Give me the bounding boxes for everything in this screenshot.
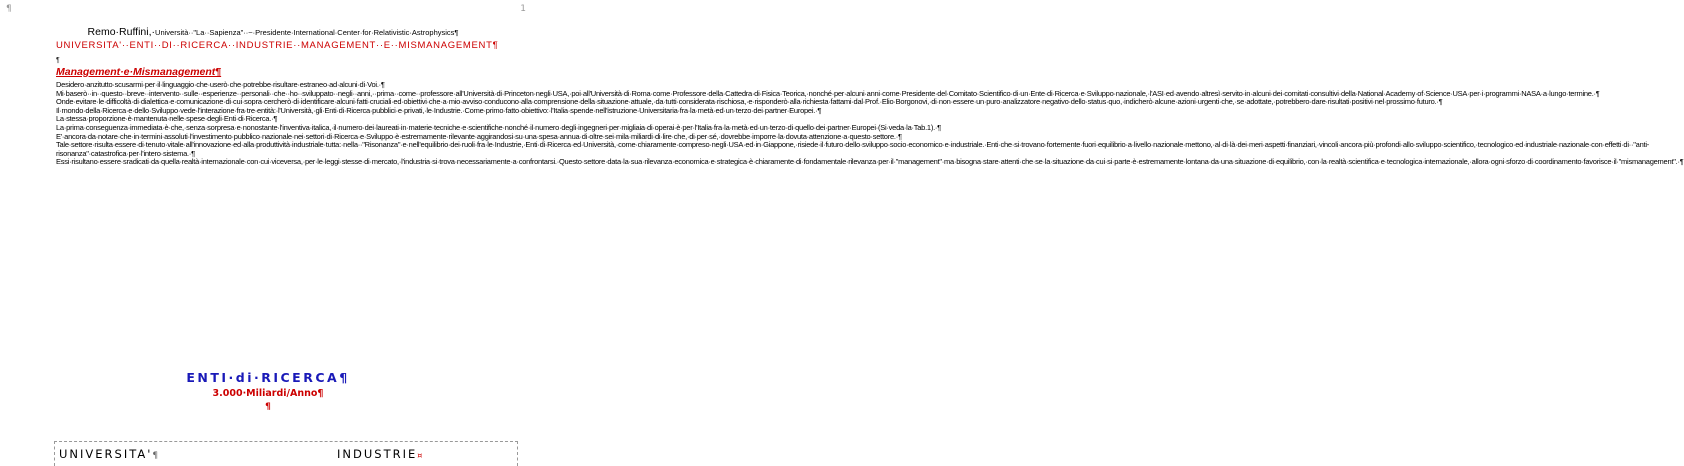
- body-paragraph: Mi·baserò··in··questo··breve··intervento··sulle··esperienze··personali··che··ho··sviluppato··negli··anni,··prima··come··professore·all'Università·di·Princeton·negli·USA,·poi·all'Università·di·Roma·come·Professore·della·Cattedra·di·Fisica·Teorica,·nonché·per·alcuni·anni·come·Presidente·del·Comitato·Scientifico·di·un·Ente·di·Ricerca·e·Sviluppo·nazionale,·l'ASI·ed·avendo·altresì·servito·in·alcuni·dei·comitati·consultivi·della·National·Academy·of·Science·USA·per·i·programmi·NASA·a·lungo·termine.·¶: [56, 88, 1600, 98]
- body-paragraph: Essi·risultano·essere·sradicati·da·quella·realtà·internazionale·con·cui·viceversa,·per·le·leggi·stesse·di·mercato,·l'industria·si·trova·necessariamente·a·confrontarsi.·Questo·settore·data·la·sua·rilevanza·economica·e·strategica·è·chiaramente·di·fondamentale·rilevanza·per·il·"management"·ma·bisogna·stare·attenti·che·se·la·situazione·da·cui·si·parte·è·estremamente·lontana·da·una·situazione·di·equilibrio,·con·la·realtà·scientifica·e·tecnologica·internazionale,·allora·ogni·sforzo·di·coordinamento·favorisce·il·"mismanagement".·¶: [56, 157, 1684, 167]
- body-paragraph: E'·ancora·da·notare·che·in·termini·assoluti·l'investimento·pubblico·nazionale·nei·settori·di·Ricerca·e·Sviluppo·è·estremamente·rilevante·aggirandosi·su·una·spesa·annua·di·oltre·sei·mila·miliardi·di·lire·che,·di·per·sé,·dovrebbe·imporre·la·dovuta·attenzione·a·questo·settore.·¶: [56, 131, 902, 141]
- table-row: [54, 441, 518, 466]
- body-paragraph: Il·mondo·della·Ricerca·e·dello·Sviluppo·vede·l'interazione·fra·tre·entità:·l'Università,·gli·Enti·di·Ricerca·pubblici·e·privati,·le·Industrie.·Come·primo·fatto·obiettivo:·l'Italia·spende·nell'istruzione·Universitaria·fra·la·metà·ed·un·terzo·dei·partner·Europei.·¶: [56, 105, 822, 115]
- author-affiliation: Università··"La··Sapienza"··~·Presidente·International·Center·for·Relativistic·Astrophysics¶: [155, 28, 459, 37]
- enti-subheading: 3.000·Miliardi/Anno¶: [212, 388, 324, 399]
- author-line: [56, 26, 490, 39]
- table-cell-industrie: [337, 447, 422, 461]
- paragraph-mark: ¶: [152, 451, 159, 461]
- cell-end-mark: ¤: [417, 451, 423, 460]
- author-name: Remo·Ruffini,·: [87, 26, 156, 38]
- document-header: [56, 26, 499, 52]
- table-cell-universita: [59, 447, 158, 461]
- document-body: [56, 56, 1684, 167]
- paragraph-mark: ¶: [6, 4, 12, 14]
- body-paragraph: Onde·evitare·le·difficoltà·di·dialettica·e·comunicazione·di·cui·sopra·cercherò·di·identificare·alcuni·fatti·cruciali·ed·obiettivi·che·a·mio·avviso·conducono·alla·comprensione·della·situazione·attuale,·da·tutti·considerata·rischiosa,·e·risponderò·alla·richiesta·fattami·dal·Prof.·Elio·Borgonovi,·di·non·essere·un·puro·analizzatore·negativo·dello·status·quo,·indicherò·alcune·azioni·urgenti·che,·se·adottate,·potrebbero·dare·risultati·positivi·nel·prossimo·futuro.·¶: [56, 97, 1443, 107]
- body-paragraph: La·stessa·proporzione·è·mantenuta·nelle·spese·degli·Enti·di·Ricerca.·¶: [56, 114, 278, 124]
- page-number: 1: [520, 4, 526, 14]
- paragraph-mark: ¶: [265, 402, 271, 412]
- body-paragraph: Tale·settore·risulta·essere·di·tenuto·vitale·all'innovazione·ed·alla·produttività·industriale·tutta:·nella··"Risonanza"·e·nell'equilibrio·dei·ruoli·fra·le·Industrie,·Enti·di·Ricerca·ed·Università,·come·chiaramente·compreso·negli·USA·ed·in·Giappone,·risiede·il·futuro·dello·sviluppo·socio·economico·e·industriale.·Enti·che·si·trovano·fortemente·fuori·equilibrio·a·livello·nazionale·mettono,·al·di·là·dei·meri·aspetti·finanziari,·vincoli·ancora·più·profondi·allo·sviluppo·scientifico,·tecnologico·ed·industriale·nazionale·con·effetti·di··"anti-risonanza"·catastrofica·per·l'intero·sistema.·¶: [56, 140, 1649, 158]
- enti-heading: ENTI·di·RICERCA¶: [186, 370, 350, 385]
- cell-label: INDUSTRIE: [337, 447, 418, 461]
- section-title: Management·e·Mismanagement¶: [56, 66, 222, 78]
- empty-paragraph: ¶: [56, 57, 60, 64]
- institutions-heading: UNIVERSITA'··ENTI··DI··RICERCA··INDUSTRIE··MANAGEMENT··E··MISMANAGEMENT¶: [56, 40, 499, 51]
- cell-label: UNIVERSITA': [59, 447, 153, 461]
- body-paragraph: Desidero·anzitutto·scusarmi·per·il·linguaggio·che·userò·che·potrebbe·risultare·estraneo·ad·alcuni·di·Voi.·¶: [56, 80, 385, 89]
- body-paragraph: La·prima·conseguenza·immediata·è·che,·senza·sorpresa·e·nonostante·l'inventiva·italica,·il·numero·dei·laureati·in·materie·tecniche·e·scientifiche·nonché·il·numero·degli·ingegneri·per·migliaia·di·operai·è·per·l'Italia·fra·la·metà·ed·un·terzo·di·quello·dei·partner·Europei·(Si·veda·la·Tab.1).·¶: [56, 122, 941, 132]
